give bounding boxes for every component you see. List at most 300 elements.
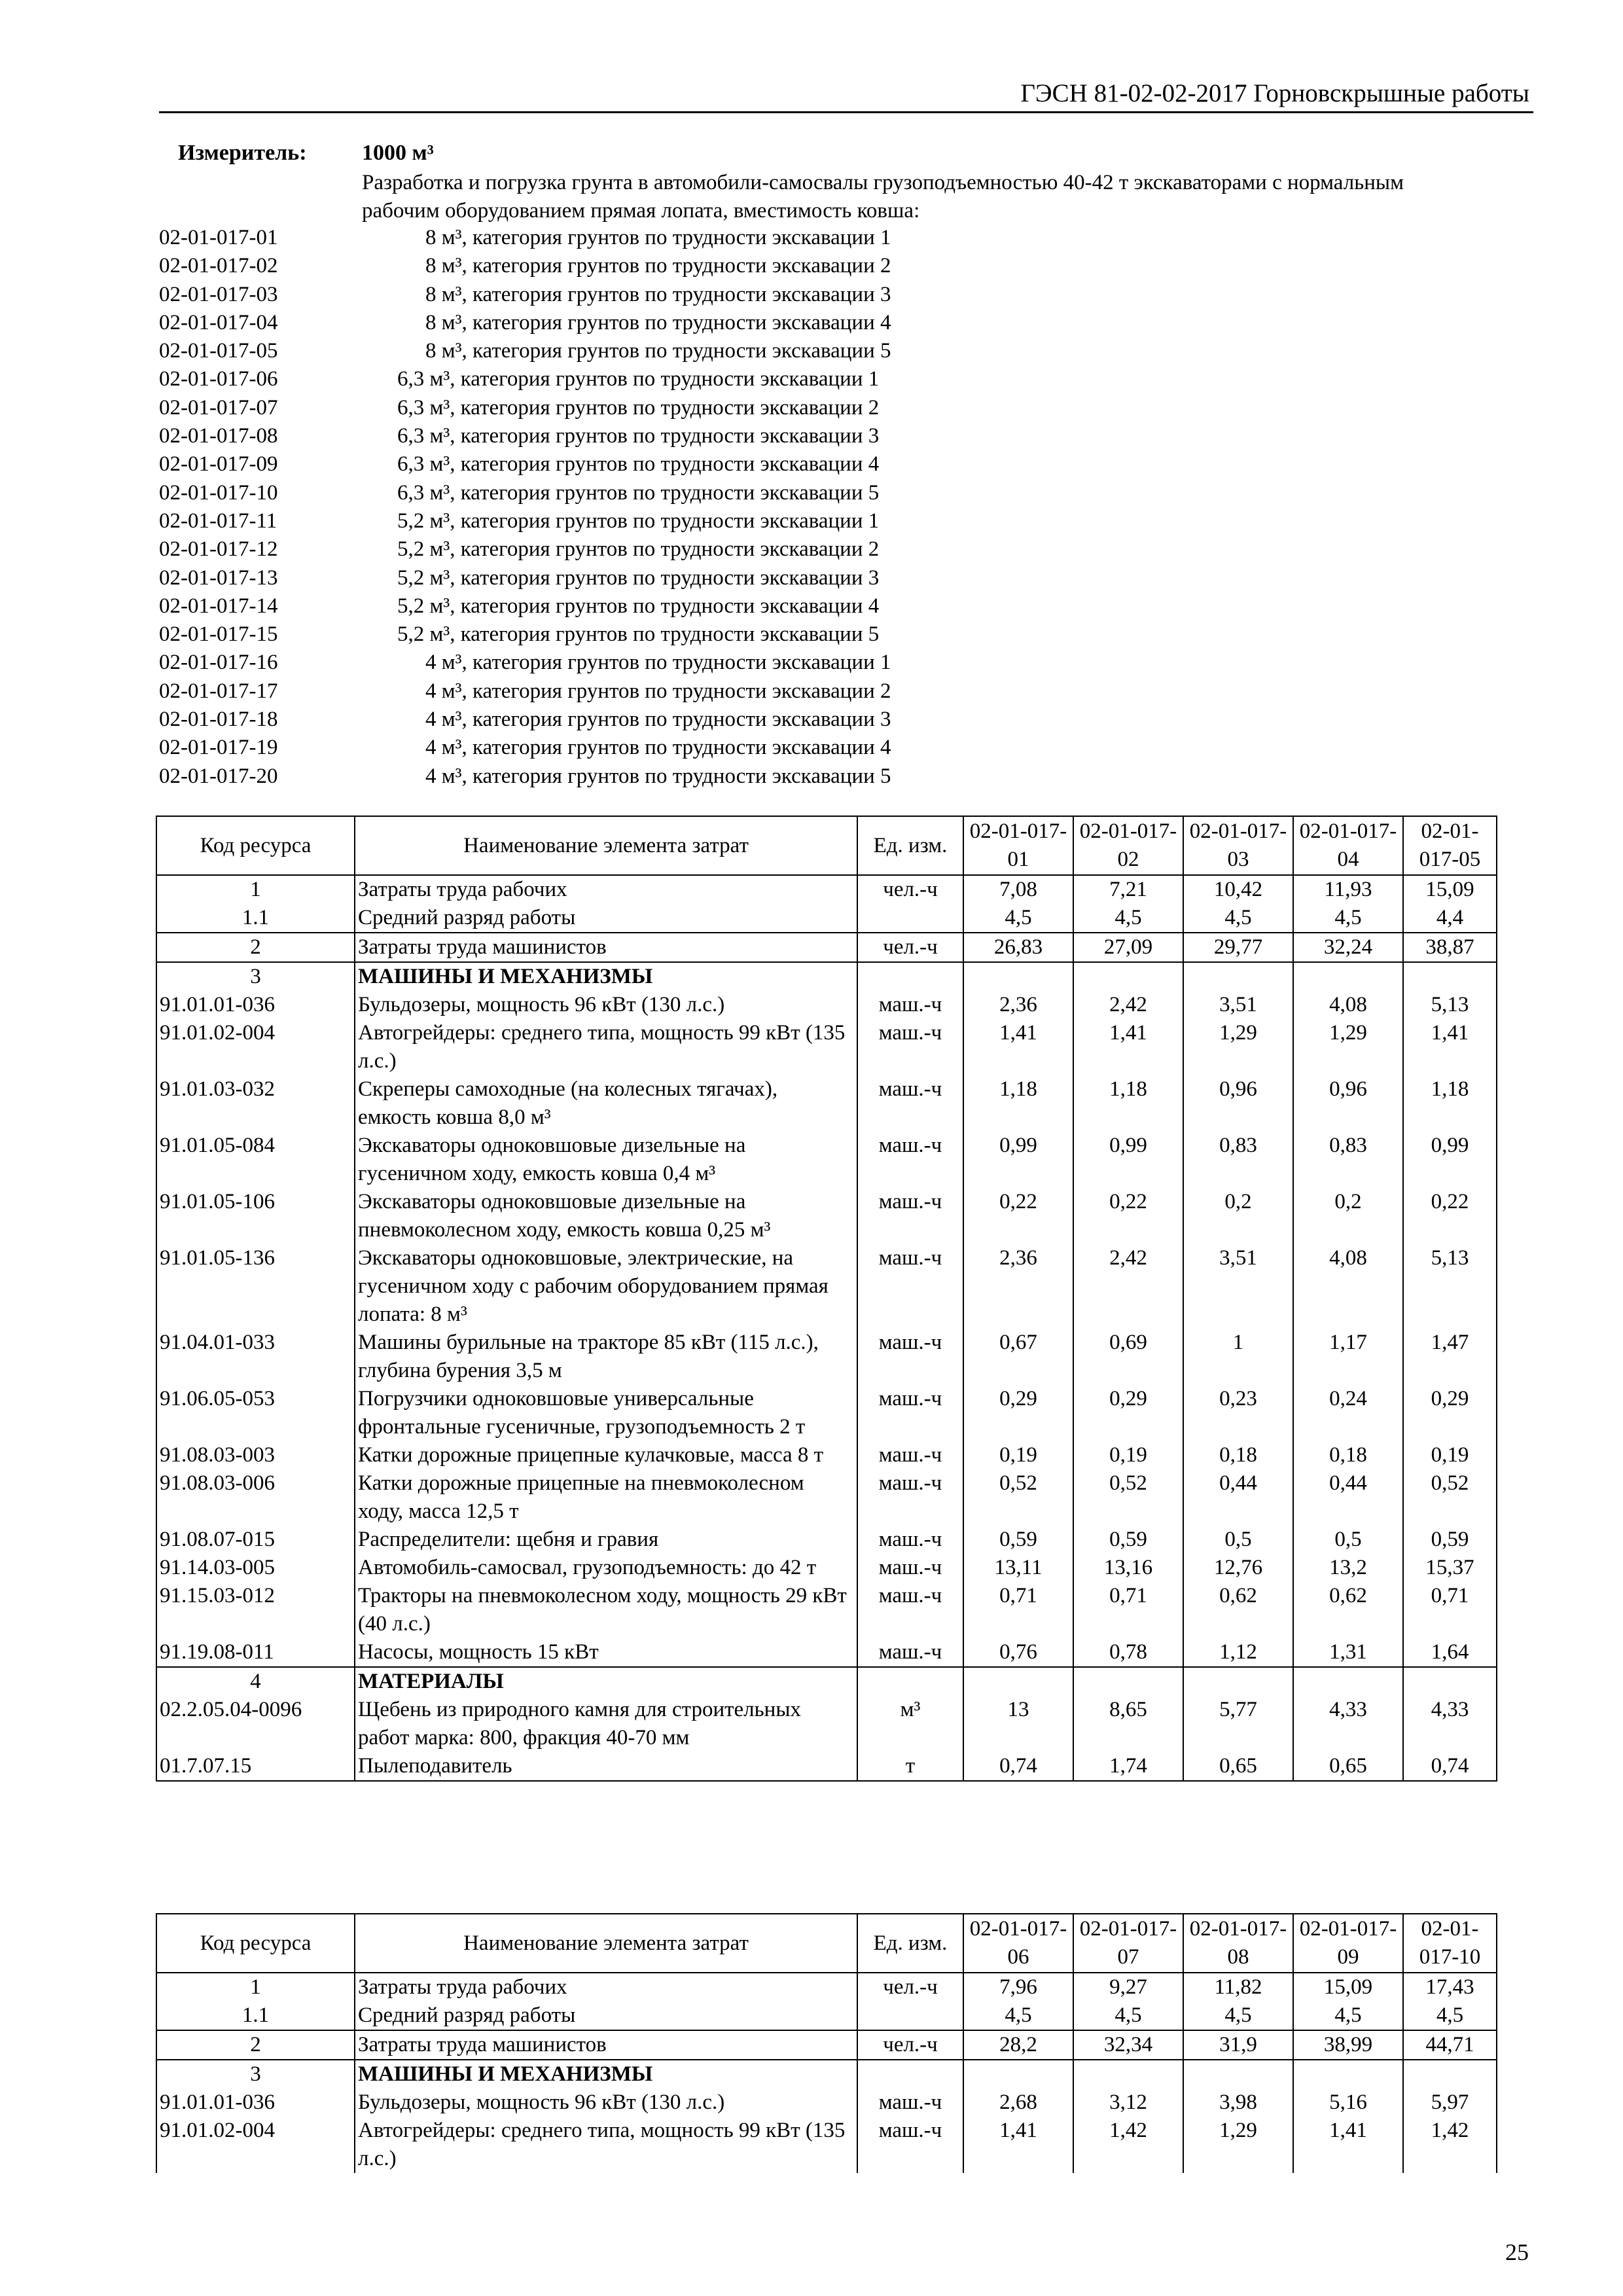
resource-code: 3 <box>156 962 355 991</box>
item-description: 8 м³, категория грунтов по трудности экскавации 3 <box>425 282 891 306</box>
item-description: 5,2 м³, категория грунтов по трудности экскавации 1 <box>397 509 880 533</box>
table-row <box>156 1469 1497 1526</box>
resource-name: Погрузчики одноковшовые универсальные фронтальные гусеничные, грузоподъемность 2 т <box>355 1385 857 1441</box>
resource-table-1 <box>156 816 1497 1782</box>
resource-code: 91.06.05-053 <box>156 1385 355 1441</box>
value-cell: 4,5 <box>1293 904 1403 933</box>
value-cell <box>963 962 1073 991</box>
resource-unit: маш.-ч <box>857 2117 963 2173</box>
value-cell: 1,41 <box>963 2117 1073 2173</box>
value-cell: 0,71 <box>963 1582 1073 1638</box>
value-cell: 0,69 <box>1073 1329 1183 1385</box>
item-description: 8 м³, категория грунтов по трудности экскавации 2 <box>425 254 891 278</box>
header-col-5: 02-01-017-05 <box>1403 816 1497 875</box>
value-cell: 1 <box>1183 1329 1293 1385</box>
item-code: 02-01-017-13 <box>159 565 278 590</box>
value-cell: 4,5 <box>1073 2001 1183 2030</box>
value-cell: 4,5 <box>1183 2001 1293 2030</box>
value-cell: 13,16 <box>1073 1554 1183 1582</box>
value-cell: 1,12 <box>1183 1638 1293 1667</box>
item-description: 5,2 м³, категория грунтов по трудности экскавации 2 <box>397 537 880 562</box>
code-list-item <box>159 394 891 422</box>
resource-code: 91.01.01-036 <box>156 991 355 1019</box>
header-name: Наименование элемента затрат <box>355 816 857 875</box>
table-header-row <box>156 1914 1497 1973</box>
item-code: 02-01-017-06 <box>159 367 278 391</box>
item-code: 02-01-017-16 <box>159 651 278 675</box>
value-cell: 2,36 <box>963 1244 1073 1329</box>
value-cell: 7,08 <box>963 875 1073 904</box>
code-list-item <box>159 649 891 677</box>
table-row <box>156 962 1497 991</box>
table-row <box>156 1638 1497 1667</box>
value-cell: 0,65 <box>1183 1752 1293 1781</box>
value-cell <box>1073 962 1183 991</box>
resource-code: 91.08.03-003 <box>156 1441 355 1469</box>
resource-name: Насосы, мощность 15 кВт <box>355 1638 857 1667</box>
value-cell: 0,52 <box>963 1469 1073 1526</box>
resource-code: 91.04.01-033 <box>156 1329 355 1385</box>
item-description: 8 м³, категория грунтов по трудности экскавации 4 <box>425 310 891 334</box>
resource-code: 91.01.05-106 <box>156 1188 355 1244</box>
value-cell: 9,27 <box>1073 1973 1183 2001</box>
resource-name: Затраты труда машинистов <box>355 933 857 962</box>
resource-name: Машины бурильные на тракторе 85 кВт (115 л.с.), глубина бурения 3,5 м <box>355 1329 857 1385</box>
value-cell <box>1183 2060 1293 2089</box>
resource-name: Экскаваторы одноковшовые, электрические, на гусеничном ходу с рабочим оборудованием прямая лопата: 8 м³ <box>355 1244 857 1329</box>
resource-name: Катки дорожные прицепные кулачковые, масса 8 т <box>355 1441 857 1469</box>
item-code: 02-01-017-05 <box>159 339 278 363</box>
value-cell: 0,19 <box>1073 1441 1183 1469</box>
value-cell: 1,64 <box>1403 1638 1497 1667</box>
value-cell: 4,5 <box>1073 904 1183 933</box>
value-cell: 0,44 <box>1183 1469 1293 1526</box>
header-unit: Ед. изм. <box>857 1914 963 1973</box>
value-cell <box>1403 1667 1497 1696</box>
item-description: 5,2 м³, категория грунтов по трудности экскавации 5 <box>397 622 880 647</box>
header-title: ГЭСН 81-02-02-2017 Горновскрышные работы <box>1020 79 1529 107</box>
value-cell: 0,52 <box>1403 1469 1497 1526</box>
resource-code: 2 <box>156 2030 355 2060</box>
item-code: 02-01-017-20 <box>159 764 278 788</box>
table-row <box>156 1329 1497 1385</box>
code-list-item <box>159 507 891 535</box>
value-cell: 1,41 <box>963 1019 1073 1075</box>
table-row <box>156 1132 1497 1188</box>
value-cell: 2,68 <box>963 2089 1073 2117</box>
resource-unit: маш.-ч <box>857 1469 963 1526</box>
header-code: Код ресурса <box>156 816 355 875</box>
value-cell: 27,09 <box>1073 933 1183 962</box>
resource-unit <box>857 2060 963 2089</box>
value-cell: 0,99 <box>1403 1132 1497 1188</box>
resource-name: Катки дорожные прицепные на пневмоколесном ходу, масса 12,5 т <box>355 1469 857 1526</box>
value-cell: 0,83 <box>1293 1132 1403 1188</box>
table-row <box>156 1385 1497 1441</box>
resource-unit <box>857 962 963 991</box>
value-cell: 4,4 <box>1403 904 1497 933</box>
value-cell: 0,24 <box>1293 1385 1403 1441</box>
resource-unit: маш.-ч <box>857 1132 963 1188</box>
resource-name: Распределители: щебня и гравия <box>355 1526 857 1554</box>
value-cell: 0,22 <box>1073 1188 1183 1244</box>
value-cell: 4,5 <box>1293 2001 1403 2030</box>
item-code: 02-01-017-07 <box>159 395 278 420</box>
value-cell: 1,31 <box>1293 1638 1403 1667</box>
value-cell: 0,76 <box>963 1638 1073 1667</box>
value-cell: 0,67 <box>963 1329 1073 1385</box>
resource-unit <box>857 1667 963 1696</box>
item-code: 02-01-017-04 <box>159 310 278 334</box>
value-cell: 15,09 <box>1293 1973 1403 2001</box>
resource-code: 2 <box>156 933 355 962</box>
value-cell: 1,29 <box>1183 1019 1293 1075</box>
value-cell: 38,87 <box>1403 933 1497 962</box>
code-list-item <box>159 422 891 450</box>
table-row <box>156 2001 1497 2030</box>
value-cell: 0,71 <box>1403 1582 1497 1638</box>
item-description: 6,3 м³, категория грунтов по трудности экскавации 2 <box>397 395 880 420</box>
value-cell: 31,9 <box>1183 2030 1293 2060</box>
resource-code: 91.15.03-012 <box>156 1582 355 1638</box>
resource-code: 91.08.03-006 <box>156 1469 355 1526</box>
value-cell: 11,93 <box>1293 875 1403 904</box>
item-code: 02-01-017-17 <box>159 679 278 703</box>
value-cell: 0,19 <box>1403 1441 1497 1469</box>
value-cell: 4,5 <box>1183 904 1293 933</box>
resource-code: 91.01.01-036 <box>156 2089 355 2117</box>
resource-unit: маш.-ч <box>857 1441 963 1469</box>
value-cell: 13,11 <box>963 1554 1073 1582</box>
value-cell <box>963 1667 1073 1696</box>
code-list-item <box>159 677 891 706</box>
resource-name: Автогрейдеры: среднего типа, мощность 99 кВт (135 л.с.) <box>355 2117 857 2173</box>
resource-code: 91.01.05-084 <box>156 1132 355 1188</box>
resource-unit: маш.-ч <box>857 1075 963 1132</box>
item-code: 02-01-017-19 <box>159 736 278 760</box>
value-cell: 1,18 <box>1073 1075 1183 1132</box>
resource-name: Средний разряд работы <box>355 2001 857 2030</box>
value-cell: 0,2 <box>1183 1188 1293 1244</box>
table-row <box>156 2030 1497 2060</box>
item-description: 5,2 м³, категория грунтов по трудности экскавации 4 <box>397 594 880 618</box>
item-description: 6,3 м³, категория грунтов по трудности экскавации 3 <box>397 424 880 448</box>
page-header <box>159 73 1533 113</box>
value-cell: 0,96 <box>1293 1075 1403 1132</box>
value-cell: 0,62 <box>1183 1582 1293 1638</box>
header-col-4: 02-01-017-09 <box>1293 1914 1403 1973</box>
value-cell: 15,37 <box>1403 1554 1497 1582</box>
value-cell: 0,74 <box>1403 1752 1497 1781</box>
code-list-item <box>159 309 891 337</box>
value-cell: 0,71 <box>1073 1582 1183 1638</box>
item-description: 4 м³, категория грунтов по трудности экскавации 3 <box>425 708 891 732</box>
value-cell: 3,51 <box>1183 1244 1293 1329</box>
table-row <box>156 1696 1497 1752</box>
resource-code: 91.08.07-015 <box>156 1526 355 1554</box>
value-cell: 2,42 <box>1073 1244 1183 1329</box>
item-code: 02-01-017-08 <box>159 424 278 448</box>
resource-unit: маш.-ч <box>857 1244 963 1329</box>
resource-code: 02.2.05.04-0096 <box>156 1696 355 1752</box>
value-cell: 4,08 <box>1293 1244 1403 1329</box>
resource-name: МАШИНЫ И МЕХАНИЗМЫ <box>355 2060 857 2089</box>
value-cell: 0,18 <box>1183 1441 1293 1469</box>
value-cell: 0,2 <box>1293 1188 1403 1244</box>
resource-name: Средний разряд работы <box>355 904 857 933</box>
header-col-3: 02-01-017-03 <box>1183 816 1293 875</box>
table-row <box>156 1752 1497 1781</box>
value-cell: 15,09 <box>1403 875 1497 904</box>
item-code: 02-01-017-11 <box>159 509 277 533</box>
code-list-item <box>159 620 891 649</box>
resource-code: 1.1 <box>156 2001 355 2030</box>
resource-code: 1 <box>156 1973 355 2001</box>
value-cell: 0,44 <box>1293 1469 1403 1526</box>
resource-name: МАШИНЫ И МЕХАНИЗМЫ <box>355 962 857 991</box>
resource-code: 91.01.05-136 <box>156 1244 355 1329</box>
value-cell: 0,99 <box>963 1132 1073 1188</box>
table-row <box>156 1554 1497 1582</box>
intro-text: Разработка и погрузка грунта в автомобили-самосвалы грузоподъемностью 40-42 т экскаваторами с нормальным рабочим оборудованием прямая лопата, вместимость ковша: <box>362 171 1404 223</box>
value-cell: 38,99 <box>1293 2030 1403 2060</box>
value-cell: 13 <box>963 1696 1073 1752</box>
resource-unit: м³ <box>857 1696 963 1752</box>
value-cell: 0,22 <box>963 1188 1073 1244</box>
value-cell: 7,21 <box>1073 875 1183 904</box>
resource-unit: чел.-ч <box>857 2030 963 2060</box>
meter-value: 1000 м³ <box>362 141 434 165</box>
page-number: 25 <box>1505 2239 1529 2265</box>
value-cell: 1,42 <box>1073 2117 1183 2173</box>
value-cell: 44,71 <box>1403 2030 1497 2060</box>
value-cell: 0,22 <box>1403 1188 1497 1244</box>
value-cell: 1,47 <box>1403 1329 1497 1385</box>
value-cell: 0,96 <box>1183 1075 1293 1132</box>
value-cell <box>1073 2060 1183 2089</box>
item-description: 6,3 м³, категория грунтов по трудности экскавации 4 <box>397 452 880 476</box>
value-cell: 3,51 <box>1183 991 1293 1019</box>
value-cell: 0,78 <box>1073 1638 1183 1667</box>
resource-name: Бульдозеры, мощность 96 кВт (130 л.с.) <box>355 2089 857 2117</box>
value-cell: 0,59 <box>963 1526 1073 1554</box>
item-description: 8 м³, категория грунтов по трудности экскавации 5 <box>425 339 891 363</box>
code-list-item <box>159 365 891 393</box>
value-cell: 1,29 <box>1293 1019 1403 1075</box>
item-description: 5,2 м³, категория грунтов по трудности экскавации 3 <box>397 565 880 590</box>
value-cell <box>1403 962 1497 991</box>
value-cell: 0,29 <box>963 1385 1073 1441</box>
resource-unit: маш.-ч <box>857 2089 963 2117</box>
item-description: 8 м³, категория грунтов по трудности экскавации 1 <box>425 226 891 249</box>
header-code: Код ресурса <box>156 1914 355 1973</box>
value-cell <box>1183 1667 1293 1696</box>
resource-code: 91.14.03-005 <box>156 1554 355 1582</box>
resource-code: 01.7.07.15 <box>156 1752 355 1781</box>
resource-unit: маш.-ч <box>857 1582 963 1638</box>
header-unit: Ед. изм. <box>857 816 963 875</box>
item-description: 6,3 м³, категория грунтов по трудности экскавации 1 <box>397 367 880 391</box>
resource-code: 91.01.03-032 <box>156 1075 355 1132</box>
item-code: 02-01-017-18 <box>159 708 278 732</box>
value-cell <box>1293 2060 1403 2089</box>
value-cell: 0,74 <box>963 1752 1073 1781</box>
header-col-2: 02-01-017-02 <box>1073 816 1183 875</box>
table-row <box>156 933 1497 962</box>
item-code: 02-01-017-15 <box>159 622 278 647</box>
value-cell: 5,13 <box>1403 991 1497 1019</box>
value-cell: 4,5 <box>963 904 1073 933</box>
value-cell: 1,29 <box>1183 2117 1293 2173</box>
item-description: 6,3 м³, категория грунтов по трудности экскавации 5 <box>397 480 880 505</box>
value-cell: 4,08 <box>1293 991 1403 1019</box>
code-list-item <box>159 479 891 507</box>
value-cell: 7,96 <box>963 1973 1073 2001</box>
value-cell: 1,41 <box>1293 2117 1403 2173</box>
table-row <box>156 875 1497 904</box>
resource-code: 4 <box>156 1667 355 1696</box>
resource-table-2 <box>156 1913 1497 2173</box>
value-cell: 4,33 <box>1403 1696 1497 1752</box>
code-list-item <box>159 224 891 252</box>
table-row <box>156 1441 1497 1469</box>
resource-code: 1 <box>156 875 355 904</box>
value-cell: 28,2 <box>963 2030 1073 2060</box>
resource-unit: т <box>857 1752 963 1781</box>
resource-name: Бульдозеры, мощность 96 кВт (130 л.с.) <box>355 991 857 1019</box>
code-list-item <box>159 535 891 564</box>
resource-unit: маш.-ч <box>857 1385 963 1441</box>
code-list-item <box>159 762 891 791</box>
value-cell: 0,18 <box>1293 1441 1403 1469</box>
value-cell: 4,5 <box>1403 2001 1497 2030</box>
value-cell: 0,62 <box>1293 1582 1403 1638</box>
item-code: 02-01-017-12 <box>159 537 278 562</box>
resource-unit: чел.-ч <box>857 1973 963 2001</box>
value-cell: 32,34 <box>1073 2030 1183 2060</box>
value-cell: 0,5 <box>1183 1526 1293 1554</box>
value-cell: 8,65 <box>1073 1696 1183 1752</box>
item-code: 02-01-017-10 <box>159 480 278 505</box>
value-cell <box>963 2060 1073 2089</box>
table-row <box>156 2117 1497 2173</box>
resource-code: 1.1 <box>156 904 355 933</box>
table-row <box>156 1526 1497 1554</box>
resource-unit: маш.-ч <box>857 1638 963 1667</box>
value-cell: 0,83 <box>1183 1132 1293 1188</box>
resource-name: Затраты труда машинистов <box>355 2030 857 2060</box>
value-cell: 5,77 <box>1183 1696 1293 1752</box>
resource-name: Экскаваторы одноковшовые дизельные на гусеничном ходу, емкость ковша 0,4 м³ <box>355 1132 857 1188</box>
resource-code: 91.19.08-011 <box>156 1638 355 1667</box>
item-code: 02-01-017-09 <box>159 452 278 476</box>
resource-unit: чел.-ч <box>857 933 963 962</box>
table-row <box>156 1188 1497 1244</box>
value-cell: 0,23 <box>1183 1385 1293 1441</box>
value-cell: 2,42 <box>1073 991 1183 1019</box>
resource-code: 91.01.02-004 <box>156 2117 355 2173</box>
value-cell: 0,52 <box>1073 1469 1183 1526</box>
resource-unit: маш.-ч <box>857 1554 963 1582</box>
header-col-5: 02-01-017-10 <box>1403 1914 1497 1973</box>
value-cell: 1,18 <box>1403 1075 1497 1132</box>
value-cell: 0,29 <box>1403 1385 1497 1441</box>
code-list-item <box>159 734 891 762</box>
code-list-item <box>159 592 891 620</box>
value-cell: 5,97 <box>1403 2089 1497 2117</box>
value-cell: 1,42 <box>1403 2117 1497 2173</box>
value-cell: 5,13 <box>1403 1244 1497 1329</box>
resource-name: Щебень из природного камня для строительных работ марка: 800, фракция 40-70 мм <box>355 1696 857 1752</box>
value-cell <box>1183 962 1293 991</box>
value-cell: 0,5 <box>1293 1526 1403 1554</box>
resource-unit: маш.-ч <box>857 1329 963 1385</box>
resource-name: Затраты труда рабочих <box>355 875 857 904</box>
item-description: 4 м³, категория грунтов по трудности экскавации 4 <box>425 736 891 760</box>
code-list-item <box>159 337 891 365</box>
resource-name: Автомобиль-самосвал, грузоподъемность: до 42 т <box>355 1554 857 1582</box>
header-col-1: 02-01-017-06 <box>963 1914 1073 1973</box>
table-row <box>156 904 1497 933</box>
header-col-2: 02-01-017-07 <box>1073 1914 1183 1973</box>
code-list <box>159 224 891 791</box>
value-cell: 0,59 <box>1073 1526 1183 1554</box>
value-cell: 1,74 <box>1073 1752 1183 1781</box>
item-description: 4 м³, категория грунтов по трудности экскавации 1 <box>425 651 891 675</box>
resource-unit <box>857 2001 963 2030</box>
resource-unit <box>857 904 963 933</box>
code-list-item <box>159 706 891 734</box>
value-cell: 32,24 <box>1293 933 1403 962</box>
resource-name: Экскаваторы одноковшовые дизельные на пневмоколесном ходу, емкость ковша 0,25 м³ <box>355 1188 857 1244</box>
table-row <box>156 1075 1497 1132</box>
item-code: 02-01-017-02 <box>159 254 278 278</box>
table-row <box>156 1582 1497 1638</box>
resource-unit: чел.-ч <box>857 875 963 904</box>
value-cell: 13,2 <box>1293 1554 1403 1582</box>
value-cell: 11,82 <box>1183 1973 1293 2001</box>
value-cell: 26,83 <box>963 933 1073 962</box>
value-cell <box>1073 1667 1183 1696</box>
item-description: 4 м³, категория грунтов по трудности экскавации 5 <box>425 764 891 788</box>
header-col-4: 02-01-017-04 <box>1293 816 1403 875</box>
code-list-item <box>159 252 891 280</box>
value-cell <box>1293 962 1403 991</box>
item-description: 4 м³, категория грунтов по трудности экскавации 2 <box>425 679 891 703</box>
value-cell: 0,19 <box>963 1441 1073 1469</box>
value-cell: 5,16 <box>1293 2089 1403 2117</box>
value-cell: 29,77 <box>1183 933 1293 962</box>
table-row <box>156 2060 1497 2089</box>
table-row <box>156 991 1497 1019</box>
resource-code: 3 <box>156 2060 355 2089</box>
value-cell: 1,17 <box>1293 1329 1403 1385</box>
resource-name: Скреперы самоходные (на колесных тягачах), емкость ковша 8,0 м³ <box>355 1075 857 1132</box>
resource-name: Пылеподавитель <box>355 1752 857 1781</box>
header-name: Наименование элемента затрат <box>355 1914 857 1973</box>
code-list-item <box>159 281 891 309</box>
table-row <box>156 1244 1497 1329</box>
item-code: 02-01-017-03 <box>159 282 278 306</box>
header-col-1: 02-01-017-01 <box>963 816 1073 875</box>
value-cell: 17,43 <box>1403 1973 1497 2001</box>
resource-code: 91.01.02-004 <box>156 1019 355 1075</box>
resource-unit: маш.-ч <box>857 991 963 1019</box>
item-code: 02-01-017-01 <box>159 226 278 249</box>
meter-label: Измеритель: <box>178 141 307 165</box>
value-cell: 1,18 <box>963 1075 1073 1132</box>
value-cell: 4,5 <box>963 2001 1073 2030</box>
